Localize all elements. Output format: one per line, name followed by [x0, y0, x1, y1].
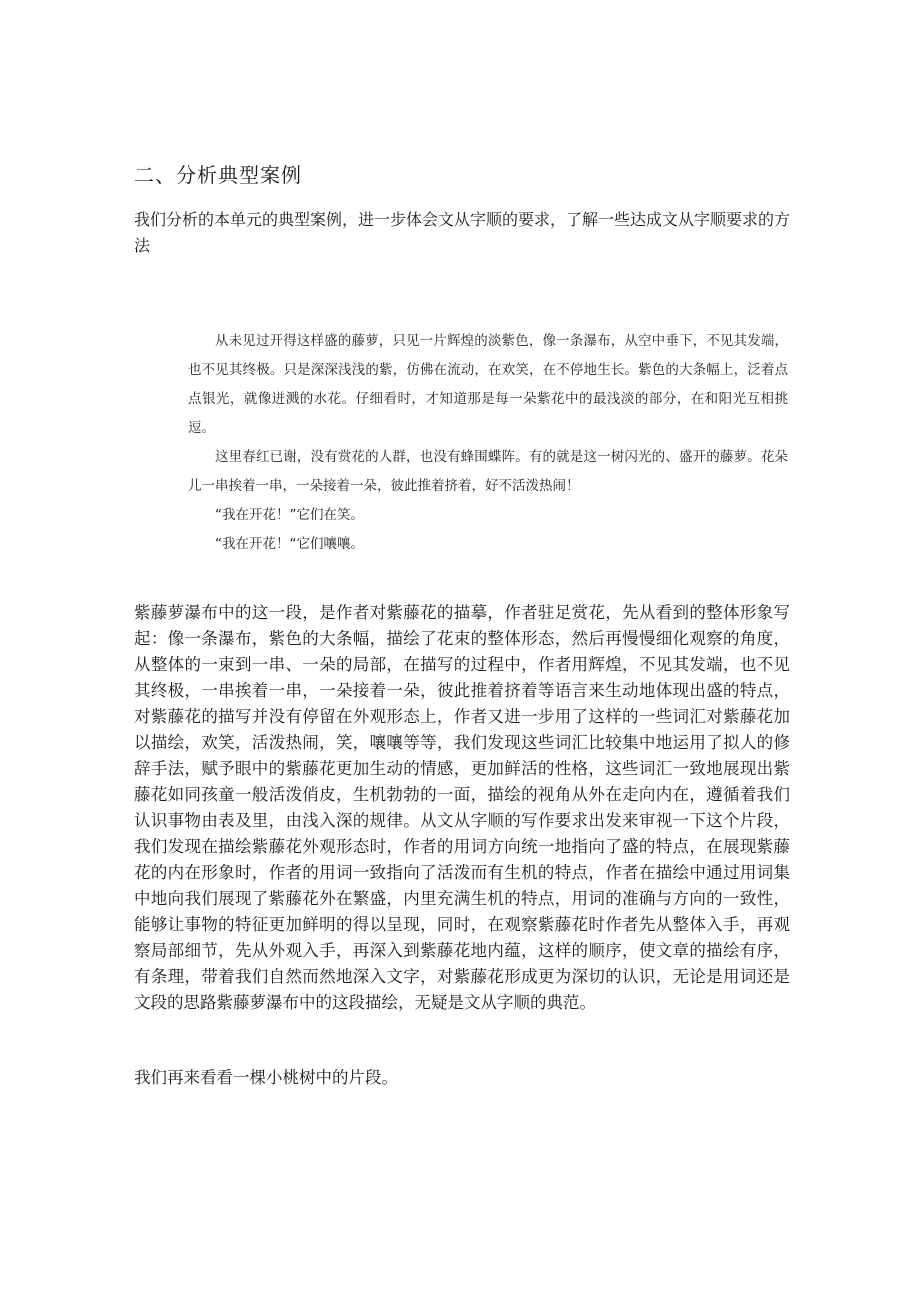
quote-paragraph: “我在开花！“它们嚷嚷。 — [215, 536, 364, 552]
closing-paragraph: 我们再来看看一棵小桃树中的片段。 — [134, 1068, 398, 1087]
section-heading: 二、分析典型案例 — [134, 163, 302, 187]
quote-paragraph: 这里春红已谢，没有赏花的人群，也没有蜂围蝶阵。有的就是这一树闪光的、盛开的藤萝。花朵儿一串挨着一串，一朵接着一朵，彼此推着挤着，好不活泼热闹！ — [188, 449, 788, 494]
quote-paragraph: 从未见过开得这样盛的藤萝，只见一片辉煌的淡紫色，像一条瀑布，从空中垂下，不见其发端，也不见其终极。只是深深浅浅的紫，仿佛在流动，在欢笑，在不停地生长。紫色的大条幅上，泛着点点银光，就像迸溅的水花。仔细看时，才知道那是每一朵紫花中的最浅淡的部分，在和阳光互相挑逗。 — [188, 333, 788, 436]
quoted-excerpt — [188, 327, 788, 559]
intro-paragraph: 我们分析的本单元的典型案例，进一步体会文从字顺的要求，了解一些达成文从字顺要求的方法 — [134, 210, 791, 255]
analysis-paragraph: 紫藤萝瀑布中的这一段，是作者对紫藤花的描摹，作者驻足赏花，先从看到的整体形象写起：像一条瀑布，紫色的大条幅，描绘了花束的整体形态，然后再慢慢细化观察的角度，从整体的一束到一串、一朵的局部，在描写的过程中，作者用辉煌，不见其发端，也不见其终极，一串挨着一串，一朵接着一朵，彼此推着挤着等语言来生动地体现出盛的特点，对紫藤花的描写并没有停留在外观形态上，作者又进一步用了这样的一些词汇对紫藤花加以描绘，欢笑，活泼热闹，笑，嚷嚷等等，我们发现这些词汇比较集中地运用了拟人的修辞手法，赋予眼中的紫藤花更加生动的情感，更加鲜活的性格，这些词汇一致地展现出紫藤花如同孩童一般活泼俏皮，生机勃勃的一面，描绘的视角从外在走向内在，遵循着我们认识事物由表及里，由浅入深的规律。从文从字顺的写作要求出发来审视一下这个片段，我们发现在描绘紫藤花外观形态时，作者的用词方向统一地指向了盛的特点，在展现紫藤花的内在形象时，作者的用词一致指向了活泼而有生机的特点，作者在描绘中通过用词集中地向我们展现了紫藤花外在繁盛，内里充满生机的特点，用词的准确与方向的一致性，能够让事物的特征更加鲜明的得以呈现，同时，在观察紫藤花时作者先从整体入手，再观察局部细节，先从外观入手，再深入到紫藤花地内蕴，这样的顺序，使文章的描绘有序，有条理，带着我们自然而然地深入文字，对紫藤花形成更为深切的认识，无论是用词还是文段的思路紫藤萝瀑布中的这段描绘，无疑是文从字顺的典范。 — [134, 603, 790, 1012]
quote-paragraph: “我在开花！”它们在笑。 — [215, 507, 364, 523]
